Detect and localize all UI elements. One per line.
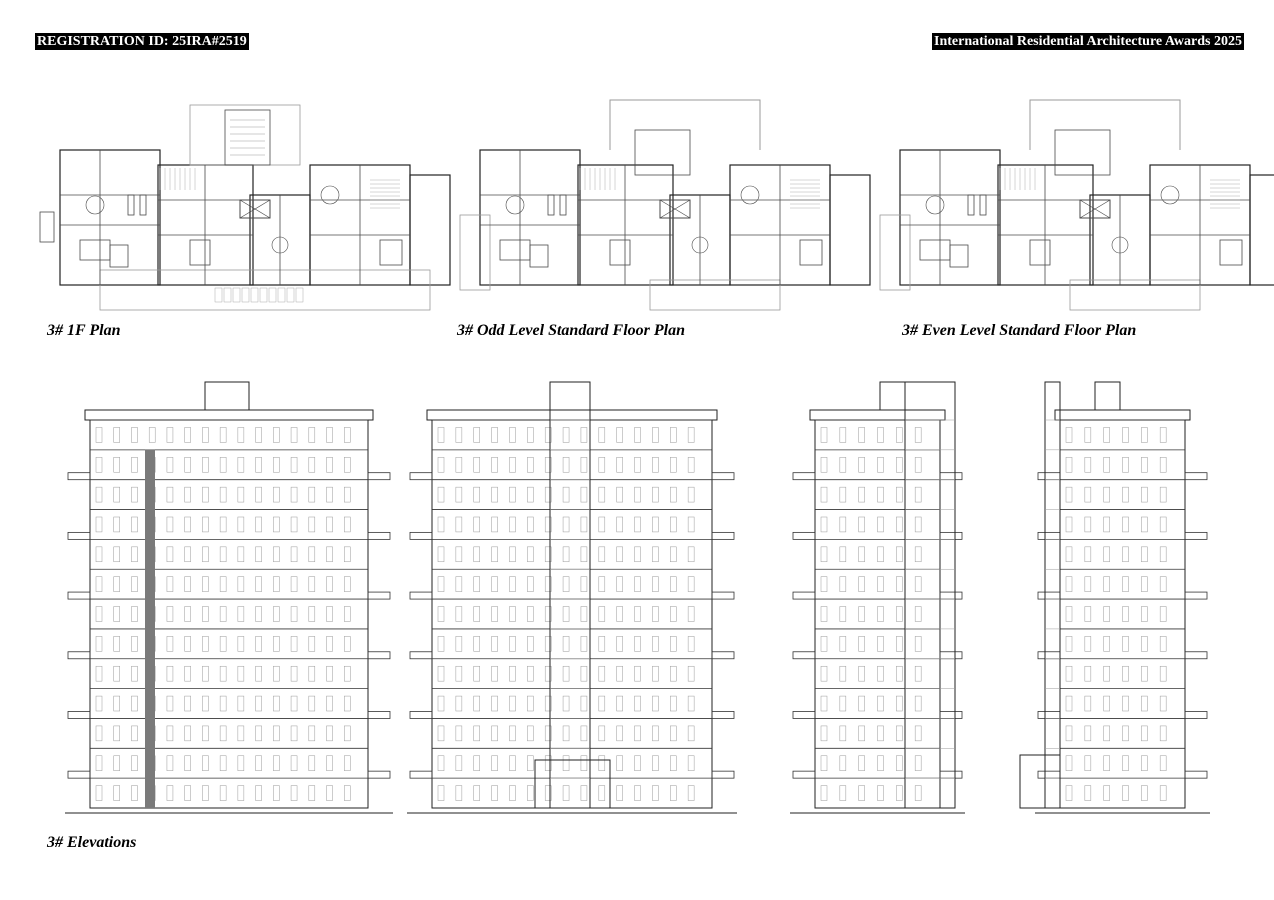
caption-1f-plan: 3# 1F Plan [47, 322, 121, 339]
elevations-group [65, 382, 1210, 813]
floor-plan-1f [40, 105, 450, 310]
elevation-north [407, 382, 737, 813]
floor-plan-even [880, 100, 1274, 310]
floor-plans-group [40, 100, 1274, 310]
registration-id-label: REGISTRATION ID: 25IRA#2519 [37, 34, 247, 49]
award-title-label: International Residential Architecture Awards 2025 [934, 34, 1242, 49]
elevation-south [65, 382, 393, 813]
caption-odd-level-plan: 3# Odd Level Standard Floor Plan [457, 322, 686, 339]
caption-elevations: 3# Elevations [47, 834, 137, 851]
floor-plan-odd [460, 100, 870, 310]
caption-even-level-plan: 3# Even Level Standard Floor Plan [902, 322, 1137, 339]
elevation-east [790, 382, 965, 813]
elevation-west [1020, 382, 1210, 813]
